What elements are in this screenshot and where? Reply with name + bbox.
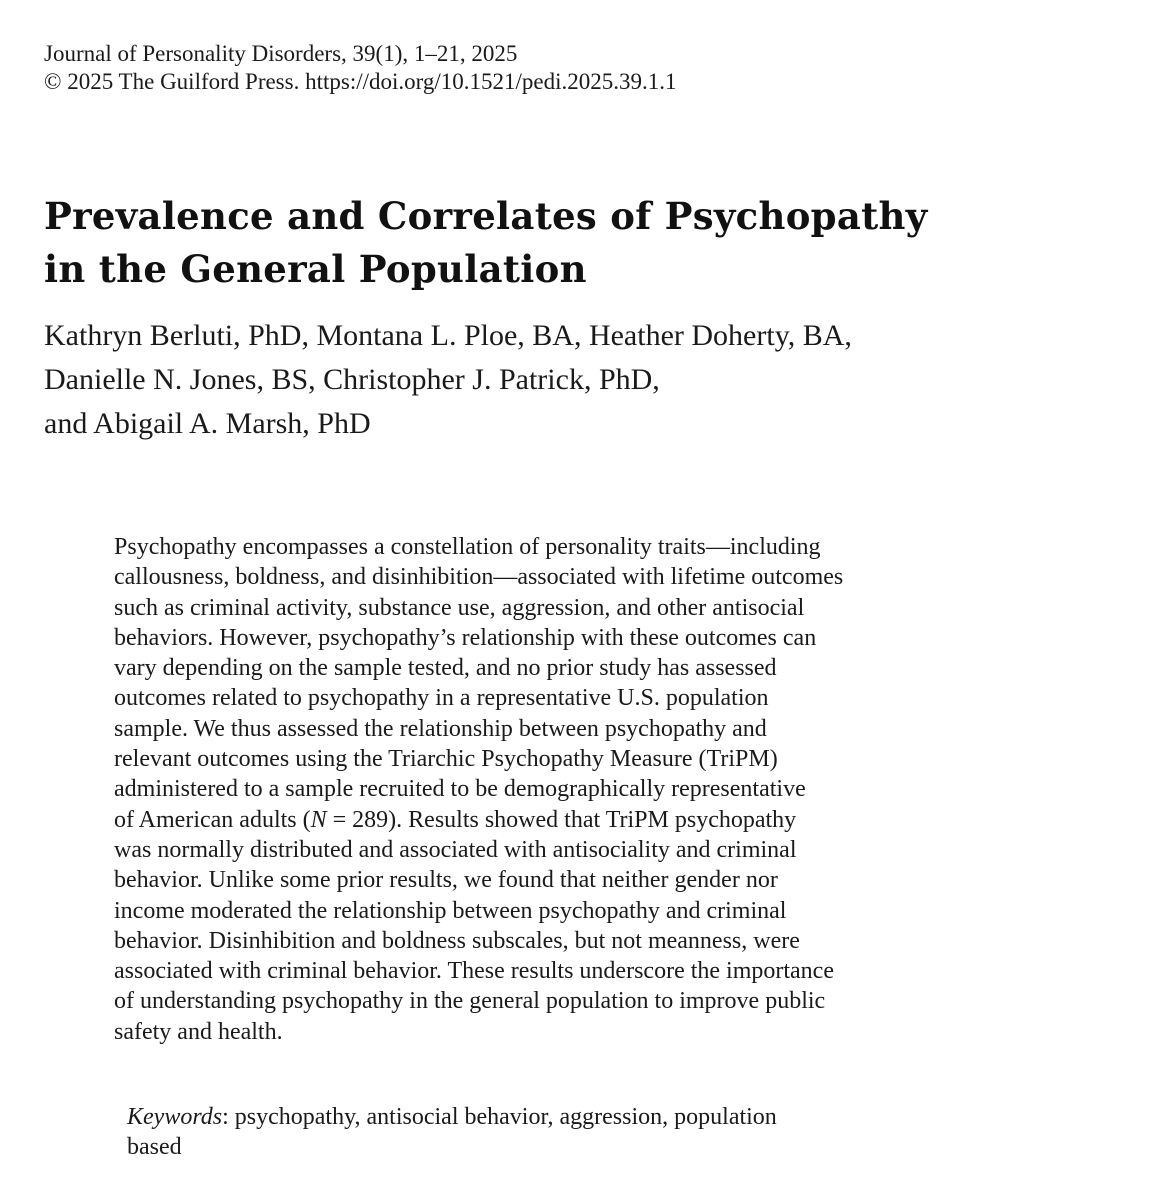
abstract-line: Psychopathy encompasses a constellation of personality traits—including [114,534,821,560]
keywords-line: based [127,1134,182,1160]
abstract-line: administered to a sample recruited to be demographically representative [114,776,806,803]
keywords-list: : psychopathy, antisocial behavior, aggression, population [222,1104,777,1130]
author-line: and Abigail A. Marsh, PhD [44,407,371,440]
abstract-line: income moderated the relationship between psychopathy and criminal [114,897,787,924]
author-line: Danielle N. Jones, BS, Christopher J. Patrick, PhD, [44,363,660,396]
journal-header [44,40,677,96]
abstract-line: sample. We thus assessed the relationship between psychopathy and [114,715,767,742]
abstract-line: behavior. Disinhibition and boldness subscales, but not meanness, were [114,927,800,954]
abstract-line: such as criminal activity, substance use, aggression, and other antisocial [114,594,805,621]
abstract-line: callousness, boldness, and disinhibition—associated with lifetime outcomes [114,564,844,591]
abstract-line: associated with criminal behavior. These results underscore the importance [114,958,834,985]
article-title [44,190,1124,296]
abstract-line: behavior. Unlike some prior results, we found that neither gender nor [114,867,778,894]
abstract-line: outcomes related to psychopathy in a representative U.S. population [114,685,769,712]
abstract [114,532,974,1047]
abstract-line: vary depending on the sample tested, and no prior study has assessed [114,655,777,682]
abstract-text: = 289). Results showed that TriPM psychopathy [326,806,797,833]
title-line: Prevalence and Correlates of Psychopathy [44,194,928,238]
sample-size-symbol: N [310,806,327,833]
abstract-text: of American adults ( [114,806,311,833]
abstract-line: was normally distributed and associated with antisociality and criminal [114,836,797,863]
author-line: Kathryn Berluti, PhD, Montana L. Ploe, BA, Heather Doherty, BA, [44,319,852,352]
abstract-line: relevant outcomes using the Triarchic Psychopathy Measure (TriPM) [114,746,778,773]
abstract-line: of understanding psychopathy in the general population to improve public [114,988,826,1015]
abstract-line [114,805,974,835]
keywords-label: Keywords [127,1104,223,1130]
title-line: in the General Population [44,247,587,291]
abstract-line: behaviors. However, psychopathy’s relationship with these outcomes can [114,624,817,651]
author-list [44,314,852,446]
journal-citation: Journal of Personality Disorders, 39(1), 1–21, 2025 [44,41,518,66]
copyright-doi: © 2025 The Guilford Press. https://doi.org/10.1521/pedi.2025.39.1.1 [44,69,677,94]
keywords-line [127,1102,777,1132]
abstract-line: safety and health. [114,1018,283,1045]
keywords [127,1102,777,1162]
